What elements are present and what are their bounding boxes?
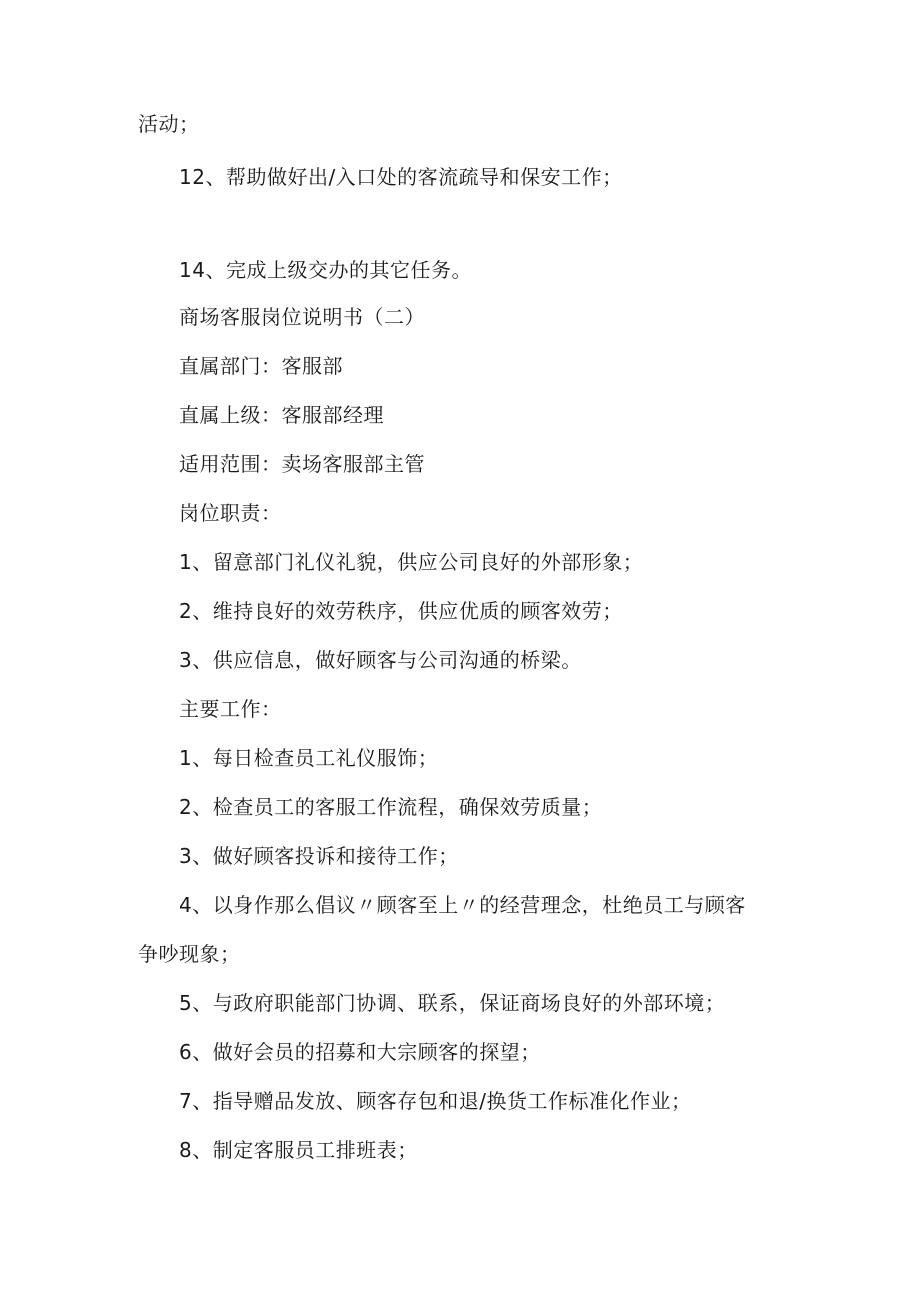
list-item: 3、供应信息，做好顾客与公司沟通的桥梁。 (179, 648, 582, 672)
list-item: 4、以身作那么倡议〃顾客至上〃的经营理念，杜绝员工与顾客 (179, 893, 746, 917)
list-item: 5、与政府职能部门协调、联系，保证商场良好的外部环境； (179, 991, 726, 1015)
list-item: 7、指导赠品发放、顾客存包和退/换货工作标准化作业； (179, 1089, 692, 1113)
list-item: 2、检查员工的客服工作流程，确保效劳质量； (179, 795, 603, 819)
section-title: 商场客服岗位说明书（二） (179, 305, 425, 329)
paragraph-line: 适用范围：卖场客服部主管 (179, 452, 425, 476)
list-item: 6、做好会员的招募和大宗顾客的探望； (179, 1040, 541, 1064)
list-item: 2、维持良好的效劳秩序，供应优质的顾客效劳； (179, 599, 623, 623)
section-heading: 主要工作： (179, 697, 282, 721)
paragraph-line: 直属部门：客服部 (179, 354, 343, 378)
list-item: 3、做好顾客投诉和接待工作； (179, 844, 459, 868)
list-item: 8、制定客服员工排班表； (179, 1138, 418, 1162)
paragraph-line: 直属上级：客服部经理 (179, 403, 384, 427)
list-item: 1、留意部门礼仪礼貌，供应公司良好的外部形象； (179, 550, 644, 574)
list-item: 1、每日检查员工礼仪服饰； (179, 746, 439, 770)
paragraph-line: 12、帮助做好出/入口处的客流疏导和保安工作； (179, 165, 623, 189)
section-heading: 岗位职责： (179, 501, 282, 525)
paragraph-line: 活动； (138, 112, 200, 136)
paragraph-line: 14、完成上级交办的其它任务。 (179, 258, 472, 282)
list-item-continuation: 争吵现象； (138, 942, 241, 966)
